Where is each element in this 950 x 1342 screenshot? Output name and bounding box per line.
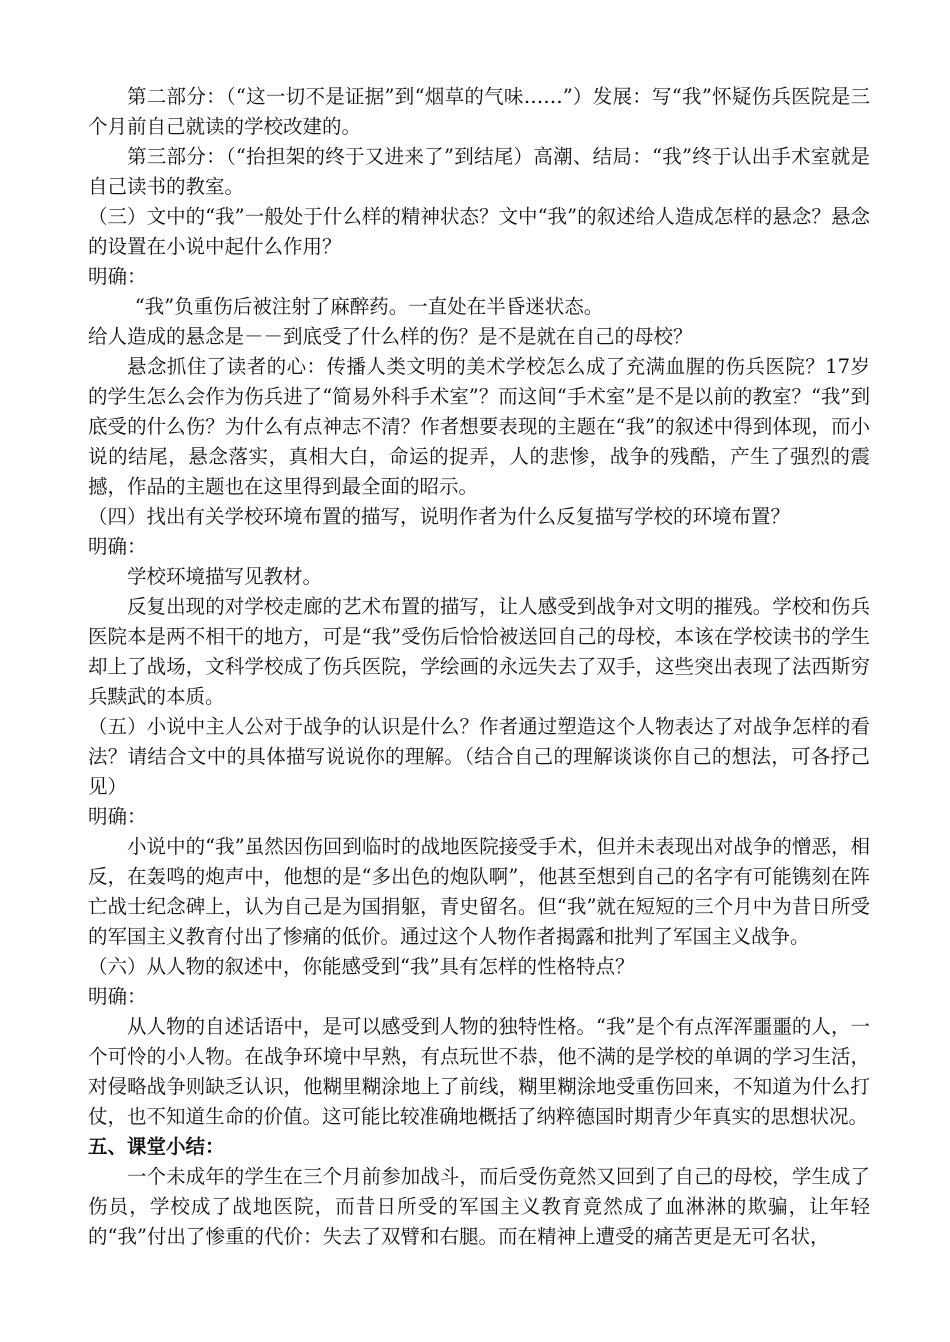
- section-heading-summary: 五、课堂小结：: [88, 1135, 225, 1158]
- paragraph-part-three: 第三部分：（“抬担架的终于又进来了”到结尾）高潮、结局：“我”终于认出手术室就是自己读书的教室。: [88, 145, 870, 198]
- summary-paragraph: 一个未成年的学生在三个月前参加战斗，而后受伤竟然又回到了自己的母校，学生成了伤员，学校成了战地医院，而昔日所受的军国主义教育竟然成了血淋淋的欺骗，让年轻的“我”付出了惨重的代价：失去了双臂和右腿。而在精神上遭受的痛苦更是无可名状，: [88, 1165, 870, 1248]
- answer-label: 明确：: [88, 805, 147, 828]
- question-three: （三）文中的“我”一般处于什么样的精神状态？文中“我”的叙述给人造成怎样的悬念？悬念的设置在小说中起什么作用？: [88, 205, 870, 258]
- answer-paragraph: 学校环境描写见教材。: [127, 565, 323, 588]
- answer-paragraph: 悬念抓住了读者的心：传播人类文明的美术学校怎么成了充满血腥的伤兵医院？17岁的学生怎么会作为伤兵进了“简易外科手术室”？而这间“手术室”是不是以前的教室？“我”到底受的什么伤？为什么有点神志不清？作者想要表现的主题在“我”的叙述中得到体现，而小说的结尾，悬念落实，真相大白，命运的捉弄，人的悲惨，战争的残酷，产生了强烈的震撼，作品的主题也在这里得到最全面的昭示。: [88, 355, 870, 498]
- answer-paragraph: 从人物的自述话语中，是可以感受到人物的独特性格。“我”是个有点浑浑噩噩的人，一个可怜的小人物。在战争环境中早熟，有点玩世不恭，他不满的是学校的单调的学习生活，对侵略战争则缺乏认识，他糊里糊涂地上了前线，糊里糊涂地受重伤回来，不知道为什么打仗，也不知道生命的价值。这可能比较准确地概括了纳粹德国时期青少年真实的思想状况。: [88, 1015, 870, 1128]
- answer-paragraph: 反复出现的对学校走廊的艺术布置的描写，让人感受到战争对文明的摧残。学校和伤兵医院本是两不相干的地方，可是“我”受伤后恰恰被送回自己的母校，本该在学校读书的学生却上了战场，文科学校成了伤兵医院，学绘画的永远失去了双手，这些突出表现了法西斯穷兵黩武的本质。: [88, 595, 870, 708]
- question-five: （五）小说中主人公对于战争的认识是什么？作者通过塑造这个人物表达了对战争怎样的看法？请结合文中的具体描写说说你的理解。（结合自己的理解谈谈你自己的想法，可各抒己见）: [88, 715, 870, 798]
- answer-label: 明确：: [88, 985, 147, 1008]
- paragraph-part-two: 第二部分：（“这一切不是证据”到“烟草的气味……”）发展：写“我”怀疑伤兵医院是三个月前自己就读的学校改建的。: [88, 85, 870, 138]
- answer-paragraph: 给人造成的悬念是－－到底受了什么样的伤？是不是就在自己的母校？: [88, 325, 693, 348]
- answer-label: 明确：: [88, 535, 147, 558]
- answer-paragraph: “我”负重伤后被注射了麻醉药。一直处在半昏迷状态。: [134, 295, 604, 318]
- answer-paragraph: 小说中的“我”虽然因伤回到临时的战地医院接受手术，但并未表现出对战争的憎恶，相反，在轰鸣的炮声中，他想的是“多出色的炮队啊”，他甚至想到自己的名字有可能镌刻在阵亡战士纪念碑上，认为自己是为国捐躯，青史留名。但“我”就在短短的三个月中为昔日所受的军国主义教育付出了惨痛的低价。通过这个人物作者揭露和批判了军国主义战争。: [88, 835, 870, 948]
- question-six: （六）从人物的叙述中，你能感受到“我”具有怎样的性格特点？: [88, 955, 635, 978]
- question-four: （四）找出有关学校环境布置的描写，说明作者为什么反复描写学校的环境布置？: [88, 505, 791, 528]
- answer-label: 明确：: [88, 265, 147, 288]
